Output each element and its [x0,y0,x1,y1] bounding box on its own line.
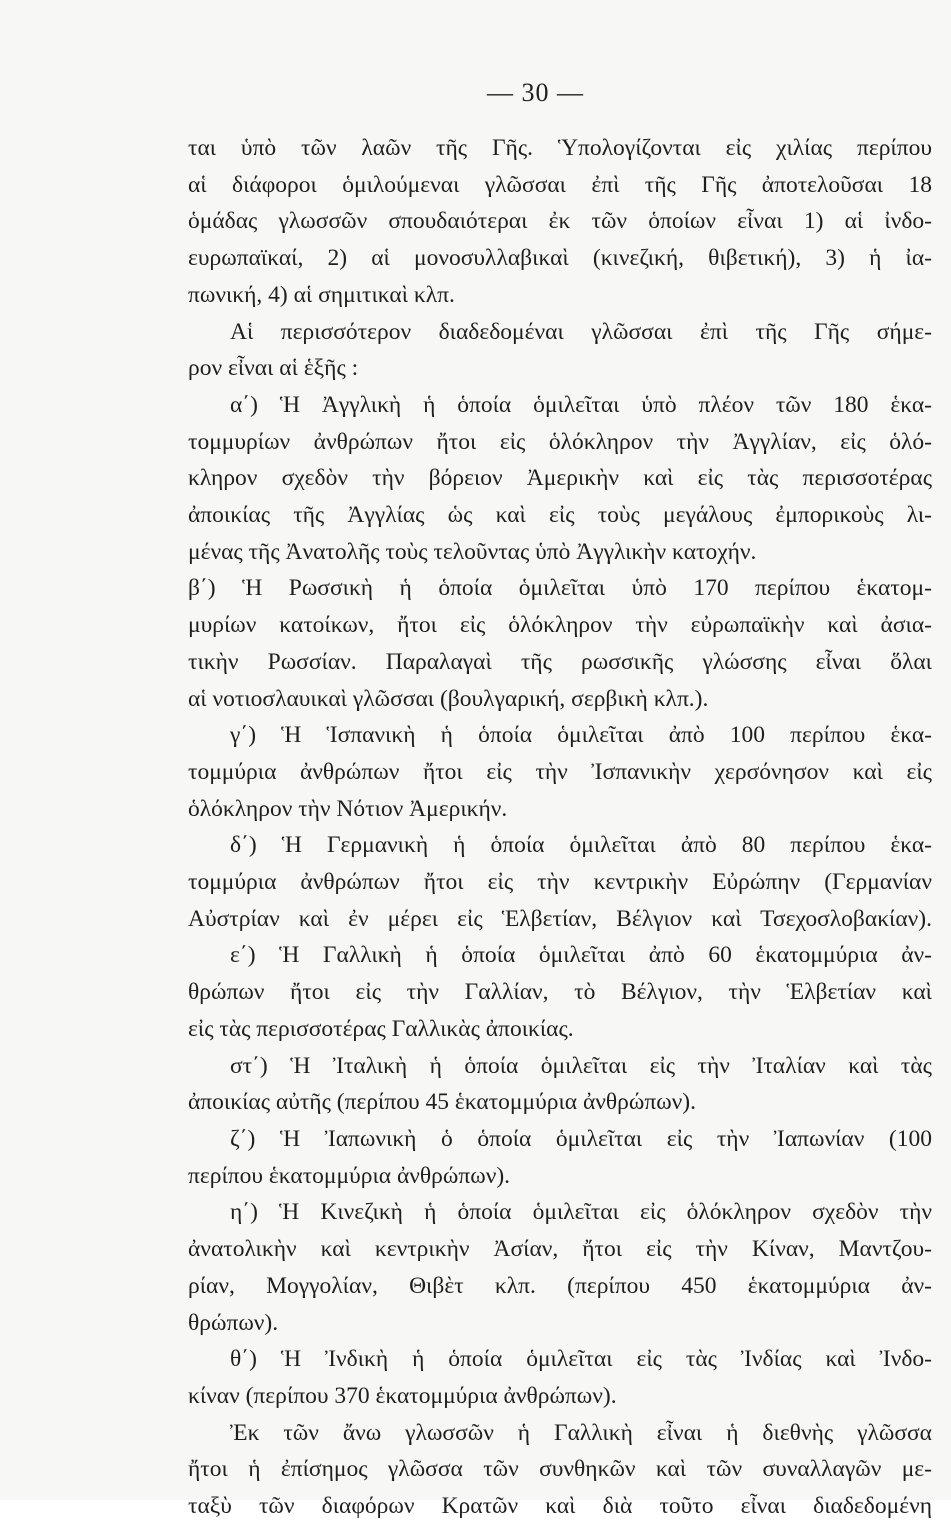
text-line: εἰς τὰς περισσοτέρας Γαλλικὰς ἀποικίας. [188,1015,574,1042]
text-line: ε΄) Ἡ Γαλλικὴ ἡ ὁποία ὁμιλεῖται ἀπὸ 60 ἑκατομμύρια ἀν- [230,942,932,969]
page-number: — 30 — [487,78,584,107]
text-line: τομμυρίων ἀνθρώπων ἤτοι εἰς ὁλόκληρον τὴν Ἀγγλίαν, εἰς ὁλό- [188,428,932,455]
text-line: μυρίων κατοίκων, ἤτοι εἰς ὁλόκληρον τὴν εὐρωπαϊκὴν καὶ ἀσια- [188,612,932,639]
text-line: Αὐστρίαν καὶ ἐν μέρει εἰς Ἑλβετίαν, Βέλγιον καὶ Τσεχοσλοβακίαν). [188,905,932,932]
text-line: ὁμάδας γλωσσῶν σπουδαιότεραι ἐκ τῶν ὁποίων εἶναι 1) αἱ ἰνδο- [188,208,932,235]
text-line: αἱ διάφοροι ὁμιλούμεναι γλῶσσαι ἐπὶ τῆς Γῆς ἀποτελοῦσαι 18 [188,171,932,198]
text-line: αἱ νοτιοσλαυικαὶ γλῶσσαι (βουλγαρική, σερβικὴ κλπ.). [188,685,709,712]
text-line: β΄) Ἡ Ρωσσικὴ ἡ ὁποία ὁμιλεῖται ὑπὸ 170 περίπου ἑκατομ- [188,575,932,602]
text-line: ζ΄) Ἡ Ἰαπωνικὴ ὁ ὁποία ὁμιλεῖται εἰς τὴν Ἰαπωνίαν (100 [230,1125,932,1152]
text-line: ὁλόκληρον τὴν Νότιον Ἀμερικήν. [188,795,508,822]
text-line: ἀνατολικὴν καὶ κεντρικὴν Ἀσίαν, ἤτοι εἰς τὴν Κίναν, Μαντζου- [188,1236,932,1263]
text-line: τομμύρια ἀνθρώπων ἤτοι εἰς τὴν Ἰσπανικὴν χερσόνησον καὶ εἰς [188,758,932,785]
text-line: θρώπων). [188,1309,279,1336]
text-line: ταξὺ τῶν διαφόρων Κρατῶν καὶ διὰ τοῦτο εἶναι διαδεδομένη [188,1493,932,1520]
text-line: περίπου ἑκατομμύρια ἀνθρώπων). [188,1162,511,1189]
text-line: δ΄) Ἡ Γερμανικὴ ἡ ὁποία ὁμιλεῖται ἀπὸ 80 περίπου ἑκα- [230,832,932,859]
text-line: Ἐκ τῶν ἄνω γλωσσῶν ἡ Γαλλικὴ εἶναι ἡ διεθνὴς γλῶσσα [230,1419,932,1446]
text-line: ἤτοι ἡ ἐπίσημος γλῶσσα τῶν συνθηκῶν καὶ τῶν συναλλαγῶν με- [188,1456,932,1483]
text-line: κληρον σχεδὸν τὴν βόρειον Ἀμερικὴν καὶ εἰς τὰς περισσοτέρας [188,465,932,492]
text-line: μένας τῆς Ἀνατολῆς τοὺς τελοῦντας ὑπὸ Ἀγγλικὴν κατοχήν. [188,538,757,565]
text-line: η΄) Ἡ Κινεζικὴ ἡ ὁποία ὁμιλεῖται εἰς ὁλόκληρον σχεδὸν τὴν [230,1199,932,1226]
text-line: γ΄) Ἡ Ἱσπανικὴ ἡ ὁποία ὁμιλεῖται ἀπὸ 100 περίπου ἑκα- [230,722,932,749]
text-line: τομμύρια ἀνθρώπων ἤτοι εἰς τὴν κεντρικὴν Εὐρώπην (Γερμανίαν [188,869,932,896]
text-line: Αἱ περισσότερον διαδεδομέναι γλῶσσαι ἐπὶ τῆς Γῆς σήμε- [230,318,932,345]
text-line: ρίαν, Μογγολίαν, Θιβὲτ κλπ. (περίπου 450 ἑκατομμύρια ἀν- [188,1272,932,1299]
body-text [188,130,932,1525]
text-line: κίναν (περίπου 370 ἑκατομμύρια ἀνθρώπων). [188,1382,617,1409]
text-line: ρον εἶναι αἱ ἑξῆς : [188,355,359,382]
text-line: ται ὑπὸ τῶν λαῶν τῆς Γῆς. Ὑπολογίζονται εἰς χιλίας περίπου [188,135,932,161]
text-line: θρώπων ἤτοι εἰς τὴν Γαλλίαν, τὸ Βέλγιον, τὴν Ἑλβετίαν καὶ [188,979,932,1006]
text-line: τικὴν Ρωσσίαν. Παραλαγαὶ τῆς ρωσσικῆς γλώσσης εἶναι ὅλαι [188,648,932,675]
text-line: ευρωπαϊκαί, 2) αἱ μονοσυλλαβικαὶ (κινεζική, θιβετική), 3) ἡ ἰα- [188,245,932,272]
text-line: α΄) Ἡ Ἀγγλικὴ ἡ ὁποία ὁμιλεῖται ὑπὸ πλέον τῶν 180 ἑκα- [230,391,932,418]
text-line: θ΄) Ἡ Ἰνδικὴ ἡ ὁποία ὁμιλεῖται εἰς τὰς Ἰνδίας καὶ Ἰνδο- [230,1346,932,1373]
text-line: πωνική, 4) αἱ σημιτικαὶ κλπ. [188,281,455,308]
text-line: στ΄) Ἡ Ἰταλικὴ ἡ ὁποία ὁμιλεῖται εἰς τὴν Ἰταλίαν καὶ τὰς [230,1052,932,1079]
text-line: ἀποικίας αὐτῆς (περίπου 45 ἑκατομμύρια ἀνθρώπων). [188,1089,697,1116]
text-line: ἀποικίας τῆς Ἀγγλίας ὡς καὶ εἰς τοὺς μεγάλους ἐμπορικοὺς λι- [188,502,932,529]
